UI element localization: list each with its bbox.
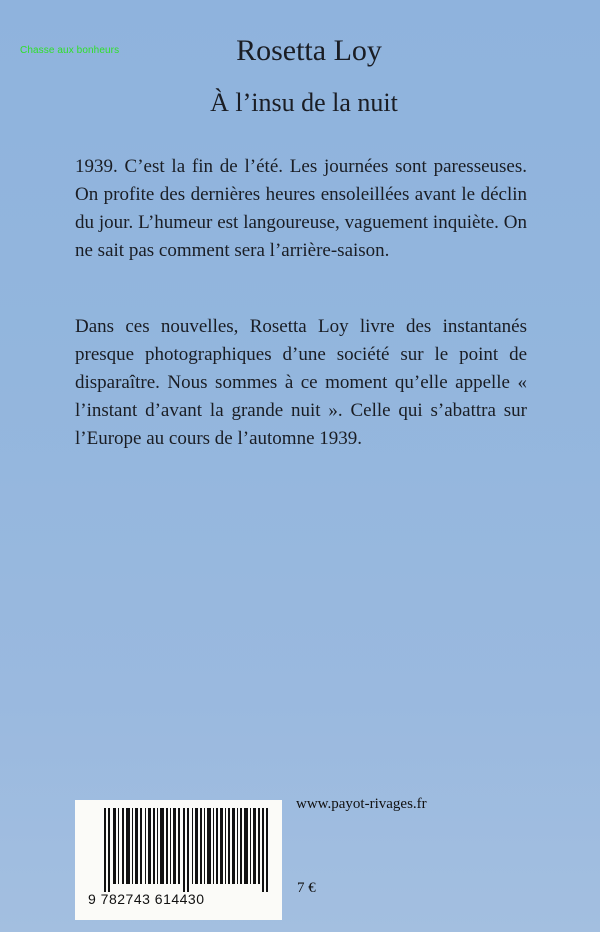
book-title: À l’insu de la nuit (210, 88, 398, 117)
watermark-label: Chasse aux bonheurs (20, 45, 120, 56)
book-author: Rosetta Loy (236, 34, 382, 67)
publisher-website: www.payot-rivages.fr (296, 796, 427, 812)
price-label: 7 € (297, 880, 316, 896)
blurb-paragraph-1: 1939. C’est la fin de l’été. Les journées sont paresseuses. On profite des dernières heures ensoleillées avant le déclin du jour. L’humeur est langoureuse, vaguement inquiète. On ne sait pas comment sera l’arrière-saison. (75, 156, 527, 261)
barcode-icon (104, 808, 274, 892)
blurb-paragraph-2: Dans ces nouvelles, Rosetta Loy livre des instantanés presque photographiques d’une société sur le point de disparaître. Nous sommes à ce moment qu’elle appelle « l’instant d’avant la grande nuit ». Celle qui s’abattra sur l’Europe au cours de l’automne 1939. (75, 316, 527, 449)
isbn-number: 9 782743 614430 (88, 891, 205, 907)
